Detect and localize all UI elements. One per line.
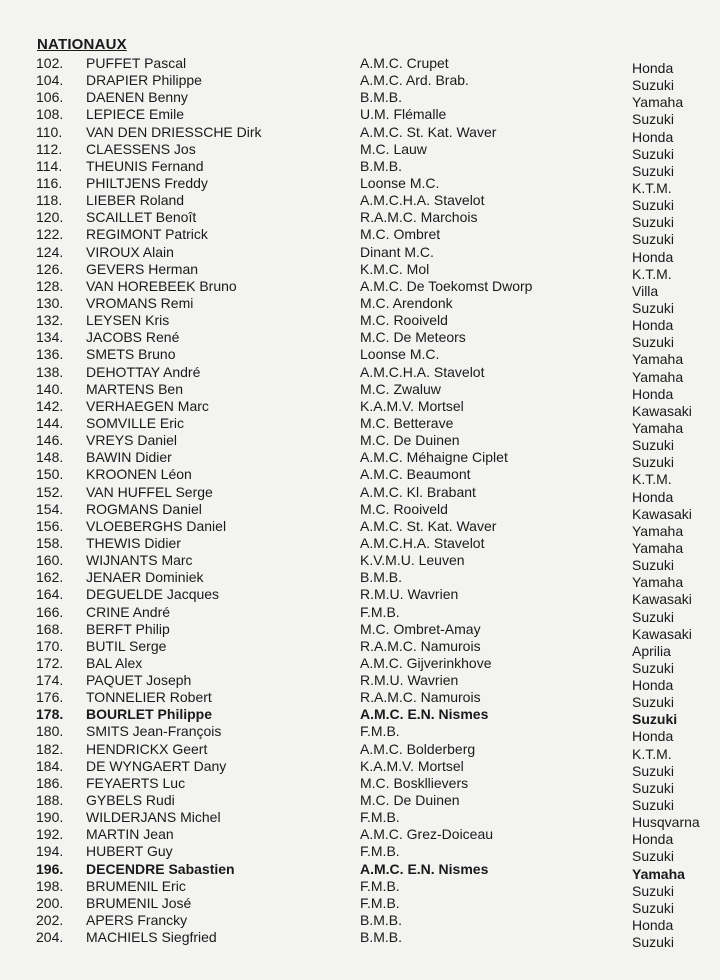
rider-name: LEYSEN Kris — [86, 312, 170, 329]
entry-row — [0, 174, 720, 196]
rider-name: VAN DEN DRIESSCHE Dirk — [86, 123, 262, 140]
entry-row — [0, 620, 720, 642]
rider-name: VREYS Daniel — [86, 432, 178, 449]
entry-row — [0, 157, 720, 179]
entry-number: 176. — [36, 689, 64, 706]
club-name: F.M.B. — [360, 894, 400, 911]
entry-row — [0, 603, 720, 625]
entry-row — [0, 483, 720, 505]
club-name: Dinant M.C. — [360, 243, 434, 260]
entry-row — [0, 792, 720, 814]
club-name: F.M.B. — [360, 809, 400, 826]
motorcycle-brand: Yamaha — [632, 574, 684, 591]
motorcycle-brand: Suzuki — [632, 934, 675, 951]
club-name: A.M.C.H.A. Stavelot — [360, 192, 485, 209]
entry-number: 132. — [36, 312, 64, 329]
motorcycle-brand: Aprilia — [632, 642, 671, 659]
rider-name: KROONEN Léon — [86, 466, 192, 483]
club-name: K.A.M.V. Mortsel — [360, 397, 464, 414]
rider-name: VAN HUFFEL Serge — [86, 483, 213, 500]
club-name: B.M.B. — [360, 912, 403, 929]
rider-name: BRUMENIL Eric — [86, 877, 186, 894]
motorcycle-brand: Honda — [632, 488, 674, 505]
entry-number: 150. — [36, 466, 64, 483]
entry-row — [0, 757, 720, 779]
entry-list — [0, 55, 720, 951]
entry-row — [0, 774, 720, 796]
entry-row — [0, 277, 720, 299]
rider-name: BRUMENIL José — [86, 894, 192, 911]
rider-name: CRINE André — [86, 603, 171, 620]
entry-number: 172. — [36, 654, 64, 671]
rider-name: FEYAERTS Luc — [86, 774, 186, 791]
entry-row — [0, 55, 720, 76]
motorcycle-brand: Suzuki — [632, 557, 675, 574]
motorcycle-brand: Suzuki — [632, 145, 675, 162]
entry-number: 108. — [36, 106, 64, 123]
entry-number: 194. — [36, 843, 64, 860]
motorcycle-brand: Yamaha — [632, 539, 684, 556]
entry-number: 136. — [36, 346, 64, 363]
rider-name: PHILTJENS Freddy — [86, 174, 208, 191]
rider-name: LEPIECE Emile — [86, 106, 185, 123]
club-name: A.M.C. E.N. Nismes — [360, 706, 489, 723]
entry-row — [0, 534, 720, 556]
rider-name: GYBELS Rudi — [86, 792, 175, 809]
club-name: B.M.B. — [360, 89, 403, 106]
entry-number: 116. — [36, 174, 63, 191]
entry-number: 182. — [36, 740, 64, 757]
motorcycle-brand: Yamaha — [632, 865, 685, 882]
club-name: A.M.C. St. Kat. Waver — [360, 123, 497, 140]
club-name: M.C. Ombret-Amay — [360, 620, 481, 637]
entry-number: 184. — [36, 757, 64, 774]
club-name: M.C. Rooiveld — [360, 312, 448, 329]
club-name: A.M.C.H.A. Stavelot — [360, 534, 485, 551]
entry-row — [0, 689, 720, 711]
motorcycle-brand: Kawasaki — [632, 625, 692, 642]
rider-name: DECENDRE Sabastien — [86, 860, 235, 877]
motorcycle-brand: Kawasaki — [632, 505, 692, 522]
rider-name: DE WYNGAERT Dany — [86, 757, 227, 774]
entry-row — [0, 586, 720, 608]
club-name: R.A.M.C. Namurois — [360, 637, 481, 654]
entry-number: 192. — [36, 826, 64, 843]
rider-name: DEGUELDE Jacques — [86, 586, 220, 603]
motorcycle-brand: Suzuki — [632, 77, 675, 94]
entry-row — [0, 140, 720, 162]
club-name: F.M.B. — [360, 723, 400, 740]
entry-number: 164. — [36, 586, 64, 603]
entry-row — [0, 826, 720, 848]
entry-number: 142. — [36, 397, 64, 414]
club-name: F.M.B. — [360, 603, 400, 620]
club-name: U.M. Flémalle — [360, 106, 447, 123]
motorcycle-brand: Honda — [632, 60, 674, 76]
rider-name: MARTIN Jean — [86, 826, 174, 843]
rider-name: BOURLET Philippe — [86, 706, 212, 723]
club-name: M.C. Rooiveld — [360, 500, 448, 517]
entry-number: 156. — [36, 517, 64, 534]
entry-number: 126. — [36, 260, 64, 277]
motorcycle-brand: K.T.M. — [632, 179, 672, 196]
rider-name: VIROUX Alain — [86, 243, 174, 260]
entry-row — [0, 672, 720, 694]
motorcycle-brand: Suzuki — [632, 848, 675, 865]
entry-number: 152. — [36, 483, 64, 500]
section-heading: NATIONAUX — [37, 36, 127, 53]
motorcycle-brand: Yamaha — [632, 522, 684, 539]
motorcycle-brand: Honda — [632, 831, 674, 848]
entry-number: 188. — [36, 792, 64, 809]
rider-name: PAQUET Joseph — [86, 672, 192, 689]
motorcycle-brand: Suzuki — [632, 711, 678, 728]
entry-row — [0, 877, 720, 899]
entry-row — [0, 843, 720, 865]
club-name: B.M.B. — [360, 157, 403, 174]
entry-row — [0, 192, 720, 214]
rider-name: BERFT Philip — [86, 620, 170, 637]
entry-number: 148. — [36, 449, 64, 466]
entry-row — [0, 929, 720, 951]
entry-row — [0, 740, 720, 762]
entry-row — [0, 432, 720, 454]
entry-row — [0, 723, 720, 745]
motorcycle-brand: Suzuki — [632, 694, 675, 711]
club-name: M.C. De Duinen — [360, 432, 460, 449]
rider-name: TONNELIER Robert — [86, 689, 212, 706]
entry-number: 204. — [36, 929, 64, 946]
entry-row — [0, 243, 720, 265]
entry-number: 198. — [36, 877, 64, 894]
entry-number: 134. — [36, 329, 64, 346]
club-name: R.A.M.C. Marchois — [360, 209, 478, 226]
rider-name: VAN HOREBEEK Bruno — [86, 277, 237, 294]
club-name: B.M.B. — [360, 929, 403, 946]
club-name: A.M.C. St. Kat. Waver — [360, 517, 497, 534]
club-name: F.M.B. — [360, 877, 400, 894]
entry-number: 102. — [36, 55, 64, 71]
club-name: A.M.C. E.N. Nismes — [360, 860, 489, 877]
motorcycle-brand: Kawasaki — [632, 591, 692, 608]
entry-number: 114. — [36, 157, 63, 174]
entry-row — [0, 294, 720, 316]
motorcycle-brand: Yamaha — [632, 351, 684, 368]
entry-number: 118. — [36, 192, 63, 209]
rider-name: DAENEN Benny — [86, 89, 188, 106]
entry-number: 160. — [36, 552, 64, 569]
rider-name: THEWIS Didier — [86, 534, 181, 551]
club-name: A.M.C. Ard. Brab. — [360, 72, 469, 89]
entry-number: 162. — [36, 569, 64, 586]
motorcycle-brand: Suzuki — [632, 899, 675, 916]
entry-row — [0, 346, 720, 368]
entry-number: 190. — [36, 809, 64, 826]
club-name: Loonse M.C. — [360, 346, 440, 363]
club-name: A.M.C. Crupet — [360, 55, 449, 71]
club-name: B.M.B. — [360, 569, 403, 586]
motorcycle-brand: Honda — [632, 917, 674, 934]
entry-row — [0, 414, 720, 436]
entry-row — [0, 106, 720, 128]
entry-number: 154. — [36, 500, 64, 517]
entry-number: 186. — [36, 774, 64, 791]
motorcycle-brand: Honda — [632, 677, 674, 694]
rider-name: BUTIL Serge — [86, 637, 167, 654]
rider-name: CLAESSENS Jos — [86, 140, 196, 157]
entry-row — [0, 329, 720, 351]
club-name: R.M.U. Wavrien — [360, 672, 459, 689]
rider-name: JENAER Dominiek — [86, 569, 204, 586]
motorcycle-brand: Honda — [632, 728, 674, 745]
motorcycle-brand: Suzuki — [632, 162, 675, 179]
entry-number: 166. — [36, 603, 64, 620]
motorcycle-brand: Suzuki — [632, 797, 675, 814]
club-name: K.A.M.V. Mortsel — [360, 757, 464, 774]
motorcycle-brand: Suzuki — [632, 659, 675, 676]
entry-number: 106. — [36, 89, 64, 106]
entry-number: 196. — [36, 860, 64, 877]
club-name: A.M.C. Bolderberg — [360, 740, 476, 757]
motorcycle-brand: Suzuki — [632, 779, 675, 796]
rider-name: LIEBER Roland — [86, 192, 185, 209]
entry-row — [0, 552, 720, 574]
entry-row — [0, 363, 720, 385]
entry-number: 144. — [36, 414, 64, 431]
club-name: A.M.C. Beaumont — [360, 466, 471, 483]
entry-number: 146. — [36, 432, 64, 449]
entry-number: 158. — [36, 534, 64, 551]
rider-name: PUFFET Pascal — [86, 55, 187, 71]
entry-row — [0, 894, 720, 916]
motorcycle-brand: Suzuki — [632, 197, 675, 214]
club-name: A.M.C. Gijverinkhove — [360, 654, 492, 671]
club-name: M.C. De Duinen — [360, 792, 460, 809]
club-name: Loonse M.C. — [360, 174, 440, 191]
club-name: K.M.C. Mol — [360, 260, 430, 277]
motorcycle-brand: K.T.M. — [632, 471, 672, 488]
entry-number: 178. — [36, 706, 64, 723]
club-name: M.C. Lauw — [360, 140, 427, 157]
motorcycle-brand: Honda — [632, 128, 674, 145]
entry-row — [0, 500, 720, 522]
entry-row — [0, 123, 720, 145]
rider-name: DEHOTTAY André — [86, 363, 201, 380]
rider-name: SMITS Jean-François — [86, 723, 222, 740]
club-name: M.C. Ombret — [360, 226, 441, 243]
entry-row — [0, 226, 720, 248]
club-name: M.C. Betterave — [360, 414, 454, 431]
club-name: F.M.B. — [360, 843, 400, 860]
rider-name: WIJNANTS Marc — [86, 552, 193, 569]
motorcycle-brand: Honda — [632, 248, 674, 265]
motorcycle-brand: Kawasaki — [632, 402, 692, 419]
rider-name: VROMANS Remi — [86, 294, 194, 311]
entry-number: 180. — [36, 723, 64, 740]
entry-row — [0, 569, 720, 591]
club-name: A.M.C. De Toekomst Dworp — [360, 277, 533, 294]
rider-name: SOMVILLE Eric — [86, 414, 185, 431]
rider-name: WILDERJANS Michel — [86, 809, 221, 826]
rider-name: GEVERS Herman — [86, 260, 199, 277]
entry-row — [0, 72, 720, 94]
entry-row — [0, 260, 720, 282]
rider-name: BAL Alex — [86, 654, 143, 671]
rider-name: JACOBS René — [86, 329, 180, 346]
entry-number: 130. — [36, 294, 64, 311]
rider-name: ROGMANS Daniel — [86, 500, 202, 517]
motorcycle-brand: Suzuki — [632, 231, 675, 248]
rider-name: REGIMONT Patrick — [86, 226, 208, 243]
rider-name: SMETS Bruno — [86, 346, 176, 363]
club-name: K.V.M.U. Leuven — [360, 552, 465, 569]
entry-number: 200. — [36, 894, 64, 911]
entry-number: 140. — [36, 380, 64, 397]
rider-name: DRAPIER Philippe — [86, 72, 202, 89]
club-name: M.C. Arendonk — [360, 294, 453, 311]
entry-row — [0, 380, 720, 402]
rider-name: APERS Francky — [86, 912, 188, 929]
entry-row — [0, 209, 720, 231]
entry-number: 170. — [36, 637, 64, 654]
entry-number: 104. — [36, 72, 64, 89]
entry-number: 174. — [36, 672, 64, 689]
motorcycle-brand: Honda — [632, 317, 674, 334]
entry-row — [0, 809, 720, 831]
entry-row — [0, 706, 720, 728]
motorcycle-brand: K.T.M. — [632, 265, 672, 282]
entry-number: 202. — [36, 912, 64, 929]
motorcycle-brand: Suzuki — [632, 762, 675, 779]
club-name: M.C. De Meteors — [360, 329, 466, 346]
rider-name: VERHAEGEN Marc — [86, 397, 209, 414]
entry-row — [0, 397, 720, 419]
club-name: A.M.C. Méhaigne Ciplet — [360, 449, 508, 466]
club-name: M.C. Zwaluw — [360, 380, 441, 397]
entry-row — [0, 466, 720, 488]
entry-number: 124. — [36, 243, 64, 260]
motorcycle-brand: Suzuki — [632, 608, 675, 625]
rider-name: VLOEBERGHS Daniel — [86, 517, 227, 534]
entry-number: 122. — [36, 226, 64, 243]
motorcycle-brand: Suzuki — [632, 334, 675, 351]
entry-row — [0, 912, 720, 934]
rider-name: BAWIN Didier — [86, 449, 172, 466]
motorcycle-brand: Husqvarna — [632, 814, 700, 831]
entry-row — [0, 449, 720, 471]
motorcycle-brand: Suzuki — [632, 111, 675, 128]
entry-row — [0, 654, 720, 676]
rider-name: MARTENS Ben — [86, 380, 183, 397]
motorcycle-brand: Suzuki — [632, 437, 675, 454]
motorcycle-brand: Suzuki — [632, 214, 675, 231]
club-name: A.M.C. Grez-Doiceau — [360, 826, 494, 843]
entry-number: 112. — [36, 140, 63, 157]
motorcycle-brand: Villa — [632, 282, 659, 299]
rider-name: MACHIELS Siegfried — [86, 929, 217, 946]
motorcycle-brand: Yamaha — [632, 94, 684, 111]
entry-row — [0, 312, 720, 334]
rider-name: HENDRICKX Geert — [86, 740, 208, 757]
entry-number: 110. — [36, 123, 63, 140]
rider-name: SCAILLET Benoît — [86, 209, 197, 226]
club-name: R.A.M.C. Namurois — [360, 689, 481, 706]
entry-number: 138. — [36, 363, 64, 380]
entry-row — [0, 517, 720, 539]
club-name: M.C. Boskllievers — [360, 774, 469, 791]
motorcycle-brand: Honda — [632, 385, 674, 402]
entry-number: 120. — [36, 209, 64, 226]
entry-number: 168. — [36, 620, 64, 637]
entry-number: 128. — [36, 277, 64, 294]
club-name: A.M.C. Kl. Brabant — [360, 483, 476, 500]
club-name: A.M.C.H.A. Stavelot — [360, 363, 485, 380]
motorcycle-brand: Suzuki — [632, 299, 675, 316]
motorcycle-brand: Suzuki — [632, 882, 675, 899]
entry-row — [0, 89, 720, 111]
motorcycle-brand: Suzuki — [632, 454, 675, 471]
entry-row — [0, 860, 720, 882]
rider-name: HUBERT Guy — [86, 843, 173, 860]
rider-name: THEUNIS Fernand — [86, 157, 204, 174]
motorcycle-brand: Yamaha — [632, 368, 684, 385]
motorcycle-brand: Yamaha — [632, 419, 684, 436]
entry-row — [0, 637, 720, 659]
club-name: R.M.U. Wavrien — [360, 586, 459, 603]
motorcycle-brand: K.T.M. — [632, 745, 672, 762]
